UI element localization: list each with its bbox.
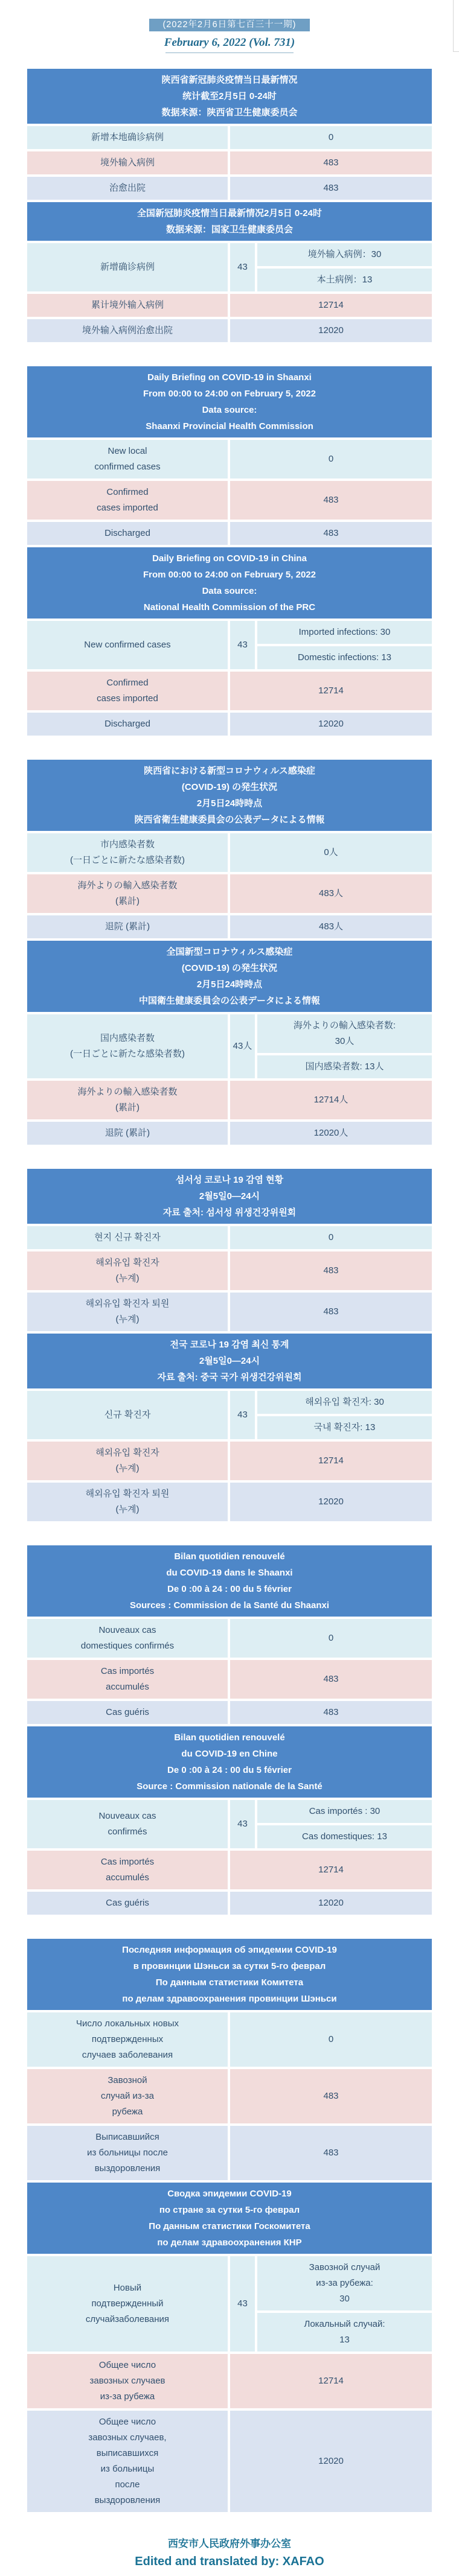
row-label-line: 현지 신규 확진자: [94, 1232, 161, 1242]
row-value: 483: [230, 1701, 432, 1724]
row-label-line: 新增确诊病例: [100, 262, 155, 272]
row-value: 483: [230, 2069, 432, 2123]
table-header-line: Bilan quotidien renouvelé: [174, 1732, 285, 1743]
table-row: [27, 2256, 432, 2352]
table-header-line: 전국 코로나 19 감염 최신 통계: [170, 1340, 289, 1350]
table-header-line: 陕西省における新型コロナウィルス感染症: [144, 766, 315, 776]
row-label: [27, 151, 228, 174]
row-value: 12714人: [230, 1081, 432, 1119]
row-sub-value-line: 境外输入病例：30: [307, 249, 382, 259]
row-label-line: 해외유입 확진자: [95, 1448, 159, 1458]
row-label-line: завозных случаев,: [88, 2432, 167, 2443]
row-label-line: 新增本地确诊病例: [91, 132, 164, 142]
row-label-line: 海外よりの輸入感染者数: [77, 1087, 178, 1097]
section-english: [27, 366, 432, 736]
table-header: [27, 1726, 432, 1798]
row-label-line: Discharged: [104, 719, 150, 729]
table-row: [27, 1660, 432, 1699]
row-sub-value-line: 13: [339, 2335, 350, 2345]
row-label: [27, 1660, 228, 1699]
row-total-value: 43: [230, 1800, 255, 1848]
row-label-line: cases imported: [97, 503, 158, 513]
row-sub-values: [257, 1800, 432, 1848]
table-header-line: Data source:: [202, 405, 257, 415]
row-value: 483: [230, 481, 432, 520]
row-value: 12020: [230, 713, 432, 736]
table-header-line: 全国新冠肺炎疫情当日最新情况2月5日 0-24时: [137, 208, 322, 218]
row-label: [27, 1619, 228, 1658]
row-label-line: Общее число: [98, 2360, 156, 2370]
row-label-line: (一日ごとに新たな感染者数): [70, 855, 185, 865]
row-label-line: Cas guéris: [106, 1707, 149, 1717]
row-label-line: Завозной: [108, 2075, 147, 2085]
table-header-line: (COVID-19) の発生状況: [181, 782, 278, 792]
row-label: [27, 672, 228, 710]
row-value: 483人: [230, 915, 432, 938]
row-sub-value: [257, 1416, 432, 1439]
row-label: [27, 1251, 228, 1290]
row-label-line: New local: [108, 446, 147, 456]
table-row: [27, 2012, 432, 2067]
table-header-line: 陕西省新冠肺炎疫情当日最新情况: [161, 75, 298, 85]
row-label: [27, 621, 228, 669]
table-header-line: De 0 :00 à 24 : 00 du 5 février: [167, 1765, 292, 1775]
row-value: 12714: [230, 2354, 432, 2408]
row-label: [27, 1892, 228, 1915]
row-label: [27, 2354, 228, 2408]
row-value: 0: [230, 1226, 432, 1249]
table-row: [27, 319, 432, 342]
row-value: 483: [230, 1660, 432, 1699]
table-header-line: 陕西省衛生健康委員会の公表データによる情報: [134, 815, 325, 825]
row-sub-value-line: 海外よりの輸入感染者数:: [293, 1020, 396, 1031]
table-header-line: 자료 출처: 섬서성 위생건강위원회: [162, 1207, 297, 1218]
row-value: 483: [230, 1251, 432, 1290]
table-row: [27, 621, 432, 669]
table-header-line: 中国衛生健康委員会の公表データによる情報: [138, 996, 320, 1006]
table-row: [27, 481, 432, 520]
row-sub-value: [257, 646, 432, 669]
table-header-line: 2월5일0—24시: [199, 1191, 260, 1201]
row-label-line: Confirmed: [106, 678, 149, 688]
table-row: [27, 2411, 432, 2512]
table-header: [27, 202, 432, 241]
row-label-line: accumulés: [106, 1872, 149, 1883]
table-header-line: По данным статистики Комитета: [155, 1977, 304, 1988]
section-russian: [27, 1939, 432, 2512]
row-label: [27, 1800, 228, 1848]
table-header-line: 2月5日24時時点: [196, 798, 263, 809]
row-label-line: (一日ごとに新たな感染者数): [70, 1049, 185, 1059]
row-label-line: New confirmed cases: [84, 640, 171, 650]
table-row: [27, 915, 432, 938]
row-label: [27, 1442, 228, 1480]
table-row: [27, 672, 432, 710]
issue-title-bar: (2022年2月6日第七百三十一期): [149, 19, 309, 31]
table-header: [27, 2183, 432, 2254]
row-label-line: confirmed cases: [94, 462, 161, 472]
row-label-line: 国内感染者数: [100, 1033, 155, 1043]
table-header-line: (COVID-19) の発生状況: [181, 963, 278, 973]
table-header-line: по стране за сутки 5-го феврал: [159, 2205, 300, 2215]
row-label: [27, 2256, 228, 2352]
table-row: [27, 1293, 432, 1331]
table-header: [27, 547, 432, 619]
row-label-line: выписавшихся: [96, 2448, 159, 2458]
row-label-line: выздоровления: [94, 2495, 161, 2505]
row-label-line: Nouveaux cas: [98, 1811, 156, 1821]
table-row: [27, 151, 432, 174]
row-label: [27, 713, 228, 736]
row-label-line: случай из-за: [101, 2091, 154, 2101]
row-label-line: выздоровления: [94, 2163, 161, 2174]
row-total-value: 43人: [230, 1014, 255, 1078]
row-label: [27, 1226, 228, 1249]
row-label-line: Новый: [113, 2283, 142, 2293]
row-label: [27, 319, 228, 342]
table-row: [27, 1701, 432, 1724]
table-header-line: Daily Briefing on COVID-19 in Shaanxi: [147, 372, 312, 383]
row-total-value: 43: [230, 1391, 255, 1439]
row-label-line: Confirmed: [106, 487, 149, 497]
table-header: [27, 1169, 432, 1224]
row-label-line: Выписавшийся: [95, 2132, 159, 2142]
row-sub-value-line: Domestic infections: 13: [297, 652, 392, 663]
row-value: 483: [230, 522, 432, 545]
row-label-line: (누계): [115, 1463, 140, 1474]
row-value: 12714: [230, 672, 432, 710]
row-label-line: из-за рубежа: [100, 2391, 155, 2402]
table-header: [27, 366, 432, 437]
row-value: 483: [230, 177, 432, 200]
table-header-line: Последняя информация об эпидемии COVID-19: [122, 1945, 337, 1955]
row-label: [27, 915, 228, 938]
table-row: [27, 294, 432, 317]
row-sub-values: [257, 2256, 432, 2352]
row-sub-values: [257, 1014, 432, 1078]
row-sub-value-line: Завозной случай: [309, 2262, 380, 2272]
table-header-line: 数据来源：国家卫生健康委员会: [165, 224, 293, 235]
section-chinese: [27, 69, 432, 342]
row-label-line: Общее число: [98, 2417, 156, 2427]
row-sub-value: [257, 1800, 432, 1823]
row-label: [27, 481, 228, 520]
row-value: 12020: [230, 1483, 432, 1521]
row-value: 12020: [230, 1892, 432, 1915]
date-line: February 6, 2022 (Vol. 731): [164, 36, 295, 49]
row-label-line: Discharged: [104, 528, 150, 538]
row-label: [27, 1293, 228, 1331]
row-sub-value: [257, 1014, 432, 1053]
table-header-line: 2월5일0—24시: [199, 1356, 260, 1366]
row-label: [27, 833, 228, 872]
row-label-line: 退院 (累計): [104, 921, 150, 932]
table-header-line: 数据来源：陕西省卫生健康委员会: [161, 107, 298, 118]
row-label: [27, 522, 228, 545]
row-label: [27, 1081, 228, 1119]
table-row: [27, 177, 432, 200]
row-label-line: confirmés: [108, 1827, 147, 1837]
row-label-line: domestiques confirmés: [80, 1641, 175, 1651]
table-header: [27, 1334, 432, 1388]
row-label-line: 해외유입 확진자 퇴원: [85, 1489, 170, 1499]
table-header-line: De 0 :00 à 24 : 00 du 5 février: [167, 1584, 292, 1594]
row-label-line: 해외유입 확진자: [95, 1258, 159, 1268]
table-row: [27, 1081, 432, 1119]
table-header-line: Shaanxi Provincial Health Commission: [146, 421, 313, 431]
table-header-line: Data source:: [202, 586, 257, 596]
row-value: 12714: [230, 294, 432, 317]
row-sub-value: [257, 1055, 432, 1078]
row-sub-values: [257, 243, 432, 291]
table-row: [27, 1122, 432, 1145]
row-label: [27, 177, 228, 200]
row-label-line: подтвержденных: [91, 2034, 164, 2044]
page-corner-border: [453, 0, 459, 52]
row-value: 0: [230, 1619, 432, 1658]
footer-office-name: 西安市人民政府外事办公室: [168, 2538, 291, 2549]
table-header-line: 자료 출처: 중국 국가 위생건강위원회: [157, 1372, 302, 1382]
row-label: [27, 1483, 228, 1521]
table-row: [27, 440, 432, 479]
table-row: [27, 1619, 432, 1658]
row-label-line: 해외유입 확진자 퇴원: [85, 1299, 170, 1309]
row-sub-value: [257, 243, 432, 266]
row-sub-value: [257, 269, 432, 291]
row-label-line: (累計): [115, 896, 140, 906]
row-label-line: 境外输入病例: [100, 157, 155, 168]
row-label-line: 海外よりの輸入感染者数: [77, 880, 178, 891]
table-header-line: du COVID-19 en Chine: [181, 1749, 278, 1759]
row-label-line: из больницы: [100, 2464, 155, 2474]
row-label-line: 治愈出院: [109, 183, 146, 193]
row-total-value: 43: [230, 2256, 255, 2352]
table-header-line: National Health Commission of the PRC: [143, 602, 316, 612]
row-label-line: рубежа: [112, 2107, 143, 2117]
row-label-line: случайзаболевания: [85, 2314, 170, 2324]
row-sub-value-line: из-за рубежа:: [316, 2278, 373, 2288]
page-header: [0, 0, 459, 53]
table-header: [27, 1939, 432, 2010]
row-label-line: подтвержденный: [91, 2298, 164, 2309]
row-label-line: после: [115, 2479, 140, 2490]
row-label-line: 退院 (累計): [104, 1128, 150, 1138]
row-sub-value: [257, 2313, 432, 2352]
table-header-line: в провинции Шэньси за сутки 5-го феврал: [133, 1961, 326, 1971]
row-label-line: cases imported: [97, 693, 158, 704]
row-sub-value-line: Imported infections: 30: [298, 627, 391, 637]
table-header-line: Source : Commission nationale de la Santé: [136, 1781, 323, 1792]
section-korean: [27, 1169, 432, 1521]
row-sub-value-line: Cas importés : 30: [309, 1806, 380, 1816]
row-value: 12714: [230, 1442, 432, 1480]
section-japanese: [27, 760, 432, 1145]
row-sub-value-line: 本土病例：13: [316, 275, 373, 285]
table-header-line: du COVID-19 dans le Shaanxi: [166, 1568, 293, 1578]
table-row: [27, 2354, 432, 2408]
table-header-line: 2月5日24時時点: [196, 979, 263, 990]
row-label: [27, 1851, 228, 1889]
row-total-value: 43: [230, 621, 255, 669]
table-header-line: по делам здравоохранения провинции Шэньси: [122, 1994, 337, 2004]
row-sub-value: [257, 2256, 432, 2310]
table-header-line: По данным статистики Госкомитета: [149, 2221, 310, 2231]
row-label-line: Число локальных новых: [76, 2018, 179, 2029]
date-underline: [165, 52, 294, 53]
footer-credit-line: Edited and translated by: XAFAO: [135, 2555, 324, 2568]
row-label: [27, 2069, 228, 2123]
table-row: [27, 1483, 432, 1521]
row-label: [27, 243, 228, 291]
table-header-line: 统计截至2月5日 0-24时: [182, 91, 277, 101]
row-value: 483: [230, 1293, 432, 1331]
table-header: [27, 69, 432, 124]
row-value: 0人: [230, 833, 432, 872]
row-value: 12020: [230, 319, 432, 342]
row-label: [27, 2012, 228, 2067]
table-row: [27, 833, 432, 872]
row-label-line: Cas guéris: [106, 1898, 149, 1908]
row-label: [27, 1701, 228, 1724]
table-row: [27, 1226, 432, 1249]
row-value: 483: [230, 2126, 432, 2180]
row-label: [27, 874, 228, 913]
row-label: [27, 2126, 228, 2180]
row-sub-value-line: 30人: [335, 1036, 355, 1046]
table-row: [27, 522, 432, 545]
table-row: [27, 1892, 432, 1915]
table-row: [27, 126, 432, 149]
table-row: [27, 1014, 432, 1078]
row-label: [27, 126, 228, 149]
table-row: [27, 1442, 432, 1480]
row-label-line: (누계): [115, 1314, 140, 1325]
bulletin-tables: [27, 69, 432, 2512]
row-label: [27, 2411, 228, 2512]
table-header-line: From 00:00 to 24:00 on February 5, 2022: [143, 570, 316, 580]
row-label: [27, 440, 228, 479]
row-value: 12020: [230, 2411, 432, 2512]
table-header: [27, 760, 432, 831]
row-label-line: 신규 확진자: [104, 1410, 151, 1420]
row-sub-values: [257, 1391, 432, 1439]
row-sub-value: [257, 1825, 432, 1848]
row-value: 12020人: [230, 1122, 432, 1145]
row-sub-values: [257, 621, 432, 669]
table-header-line: Sources : Commission de la Santé du Shaanxi: [129, 1600, 330, 1611]
row-value: 0: [230, 440, 432, 479]
row-value: 483人: [230, 874, 432, 913]
row-value: 0: [230, 126, 432, 149]
table-row: [27, 2069, 432, 2123]
section-french: [27, 1545, 432, 1915]
table-row: [27, 1391, 432, 1439]
row-label: [27, 1014, 228, 1078]
row-label-line: завозных случаев: [89, 2376, 165, 2386]
row-sub-value: [257, 1391, 432, 1414]
row-sub-value-line: Локальный случай:: [304, 2319, 385, 2329]
row-sub-value-line: 30: [339, 2294, 350, 2304]
table-header-line: Daily Briefing on COVID-19 in China: [152, 553, 307, 564]
table-row: [27, 1800, 432, 1848]
row-label-line: (누계): [115, 1273, 140, 1283]
row-sub-value-line: Cas domestiques: 13: [302, 1831, 387, 1842]
row-value: 483: [230, 151, 432, 174]
row-sub-value-line: 해외유입 확진자: 30: [305, 1397, 384, 1407]
table-row: [27, 874, 432, 913]
table-header: [27, 1545, 432, 1617]
row-label-line: из больницы после: [87, 2148, 168, 2158]
row-label-line: 市内感染者数: [100, 839, 155, 850]
row-label-line: (累計): [115, 1102, 140, 1113]
table-row: [27, 1251, 432, 1290]
table-row: [27, 2126, 432, 2180]
row-label-line: Cas importés: [100, 1666, 155, 1676]
row-label-line: случаев заболевания: [82, 2050, 173, 2060]
row-label: [27, 1122, 228, 1145]
row-value: 0: [230, 2012, 432, 2067]
table-row: [27, 1851, 432, 1889]
row-sub-value-line: 국내 확진자: 13: [313, 1422, 376, 1433]
table-header-line: 全国新型コロナウィルス感染症: [166, 947, 293, 957]
table-header-line: по делам здравоохранения КНР: [157, 2237, 302, 2248]
row-label: [27, 1391, 228, 1439]
table-header-line: Сводка эпидемии COVID-19: [167, 2189, 292, 2199]
table-header-line: Bilan quotidien renouvelé: [174, 1551, 285, 1562]
row-label-line: Nouveaux cas: [98, 1625, 156, 1635]
row-label-line: 累计境外输入病例: [91, 300, 164, 310]
table-header: [27, 941, 432, 1012]
row-total-value: 43: [230, 243, 255, 291]
row-label-line: accumulés: [106, 1682, 149, 1692]
table-row: [27, 243, 432, 291]
row-value: 12714: [230, 1851, 432, 1889]
row-label: [27, 294, 228, 317]
row-label-line: (누계): [115, 1504, 140, 1515]
table-header-line: From 00:00 to 24:00 on February 5, 2022: [143, 389, 316, 399]
row-label-line: 境外输入病例治愈出院: [82, 325, 173, 336]
table-row: [27, 713, 432, 736]
row-sub-value-line: 国内感染者数: 13人: [305, 1061, 384, 1072]
table-header-line: 섬서성 코로나 19 감염 현황: [175, 1175, 284, 1185]
row-sub-value: [257, 621, 432, 644]
page-footer: [0, 2537, 459, 2576]
row-label-line: Cas importés: [100, 1857, 155, 1867]
